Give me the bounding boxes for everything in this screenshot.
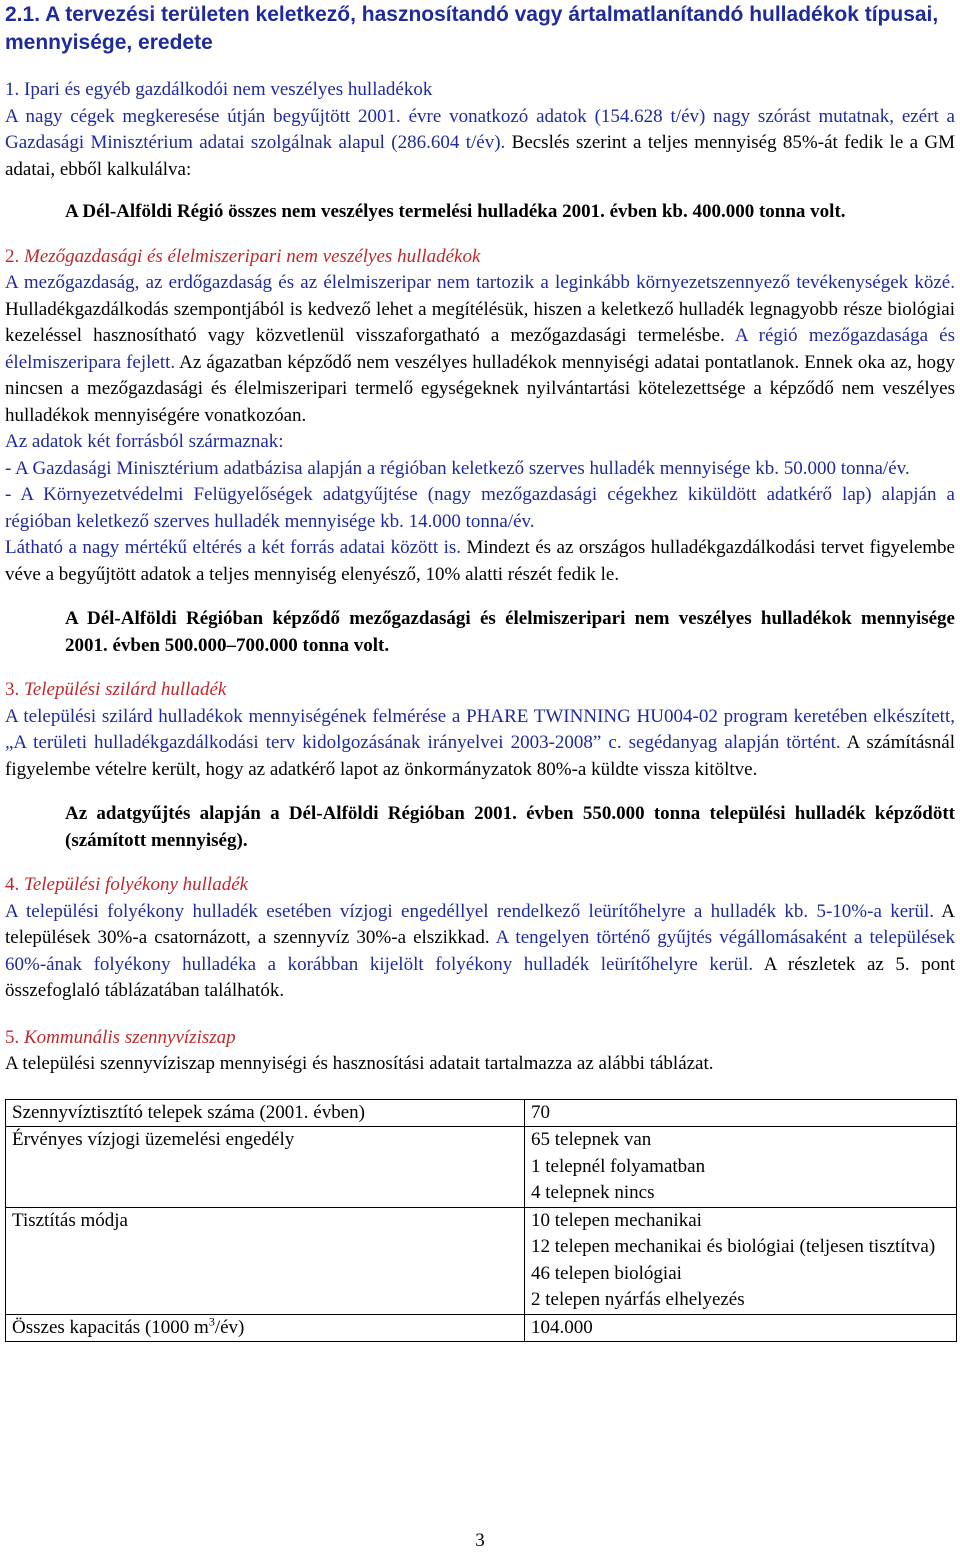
s2-title: Mezőgazdasági és élelmiszeripari nem veszélyes hulladékok [19,245,481,267]
sludge-table [5,1099,957,1343]
table-cell-label: Szennyvíztisztító telepek száma (2001. évben) [6,1099,525,1127]
s5-paragraph: A települési szennyvíziszap mennyiségi és hasznosítási adatait tartalmazza az alábbi táblázat. [5,1053,714,1074]
s3-paragraph [5,704,955,784]
s1-title: 1. Ipari és egyéb gazdálkodói nem veszélyes hulladékok [5,79,433,100]
s2-paragraph-5 [5,535,955,588]
s2-p5-b: Mindezt és az országos hulladékgazdálkodási tervet figyelembe véve a begyűjtött adatok a teljes mennyiség elenyésző, 10% alatti részét fedik le. [5,537,955,585]
s2-p1-c: A régió mezőgazdasága és élelmiszeripara fejlett. [5,325,955,373]
s4-paragraph [5,899,955,1005]
s2-number: 2. [5,245,20,267]
s2-title-line [5,244,955,271]
s4-number: 4. [5,874,20,895]
s3-summary-bold: Az adatgyűjtés alapján a Dél-Alföldi Régióban 2001. évben 550.000 tonna települési hulladék képződött (számított mennyiség). [65,803,955,851]
s2-paragraph-1 [5,270,955,429]
s4-p1-b: A települések 30%-a csatornázott, a szennyvíz 30%-a elszikkad. [5,900,955,948]
s3-title: Települési szilárd hulladék [19,679,227,700]
table-cell-value [525,1127,957,1208]
section-heading: 2.1. A tervezési területen keletkező, hasznosítandó vagy ártalmatlanítandó hulladékok típusai, mennyisége, eredete [5,3,939,54]
s5-number: 5. [5,1026,20,1048]
table-cell-label: Tisztítás módja [6,1207,525,1314]
value-line: 1 telepnél folyamatban [531,1155,706,1177]
table-cell-value [525,1314,957,1342]
table-row [6,1099,957,1127]
table-cell-label [6,1314,525,1342]
s1-summary-bold: A Dél-Alföldi Régió összes nem veszélyes termelési hulladéka 2001. évben kb. 400.000 tonna volt. [65,201,846,222]
s4-p1-a: A települési folyékony hulladék esetében vízjogi engedéllyel rendelkező leürítőhelyre a hulladék kb. 5-10%-a kerül. [5,900,934,922]
s2-summary-bold: A Dél-Alföldi Régióban képződő mezőgazdasági és élelmiszeripari nem veszélyes hulladékok mennyisége 2001. évben 500.000–700.000 tonna volt. [65,608,955,656]
s2-p1-b: Hulladékgazdálkodás szempontjából is kedvező lehet a megítélésük, hiszen a keletkező hulladék legnagyobb része biológiai kezeléssel hasznosítható vagy közvetlenül visszaforgatható a mezőgazdasági termelésbe. [5,298,955,346]
s2-paragraph-3: - A Gazdasági Minisztérium adatbázisa alapján a régióban keletkező szerves hulladék mennyisége kb. 50.000 tonna/év. [5,457,910,479]
label-part: /év) [214,1316,245,1338]
s4-p1-d: A részletek az 5. pont összefoglaló táblázatában találhatók. [5,953,955,1001]
s3-p1-a: A települési szilárd hulladékok mennyiségének felmérése a PHARE TWINNING HU004-02 program keretében elkészített, „A területi hulladékgazdálkodási terv kidolgozásának irányelvei 2003-2008” c. segédanyag alapján történt. [5,705,955,753]
s2-p5-a: Látható a nagy mértékű eltérés a két forrás adatai között is. [5,537,461,558]
value-line: 12 telepen mechanikai és biológiai (teljesen tisztítva) [531,1236,936,1257]
value-line: 65 telepnek van [531,1129,652,1150]
s3-p1-b: A számításnál figyelembe vételre került, hogy az adatkérő lapot az önkormányzatok 80%-a küldte vissza kitöltve. [5,732,955,780]
s4-title: Települési folyékony hulladék [19,874,249,895]
value-line: 10 telepen mechanikai [531,1209,702,1231]
label-superscript: 3 [208,1314,215,1329]
table-row [6,1207,957,1314]
page-number: 3 [475,1530,485,1551]
table-cell-label: Érvényes vízjogi üzemelési engedély [6,1127,525,1208]
table-row [6,1127,957,1208]
s2-p1-a: A mezőgazdaság, az erdőgazdaság és az élelmiszeripar nem tartozik a leginkább környezetszennyező tevékenységek közé. [5,272,955,293]
label-part: Összes kapacitás (1000 m [12,1316,209,1338]
s4-p1-c: A tengelyen történő gyűjtés végállomásaként a települések 60%-ának folyékony hulladéka a korábban kijelölt folyékony hulladék leürítőhelyre kerül. [5,927,955,975]
s2-paragraph-2: Az adatok két forrásból származnak: [5,431,284,452]
s1-paragraph [5,104,955,184]
value-line: 104.000 [531,1316,593,1338]
s5-title: Kommunális szennyvíziszap [19,1026,236,1048]
s1-p1-rest: Becslés szerint a teljes mennyiség 85%-át fedik le a GM adatai, ebből kalkulálva: [5,132,955,180]
value-line: 70 [531,1101,550,1123]
value-line: 2 telepen nyárfás elhelyezés [531,1289,745,1310]
table-row [6,1314,957,1342]
value-line: 46 telepen biológiai [531,1262,682,1284]
table-cell-value [525,1207,957,1314]
s5-title-line [5,1025,955,1052]
s1-p1-blue: A nagy cégek megkeresése útján begyűjtött 2001. évre vonatkozó adatok (154.628 t/év) nagy szórást mutatnak, ezért a Gazdasági Minisztérium adatai szolgálnak alapul (286.604 t/év). [5,105,955,153]
s3-title-line [5,677,955,704]
s2-paragraph-4: - A Környezetvédelmi Felügyelőségek adatgyűjtése (nagy mezőgazdasági cégekhez kiküldött adatkérő lap) alapján a régióban keletkező szerves hulladék mennyisége kb. 14.000 tonna/év. [5,484,955,532]
s3-number: 3. [5,679,20,700]
table-cell-value [525,1099,957,1127]
s2-p1-e: Ennek oka az, hogy nincsen a mezőgazdasági és élelmiszeripari termelő egységeknek nyilvántartási kötelezettsége a képződő nem veszélyes hulladékok mennyiségére vonatkozóan. [5,351,955,426]
s4-title-line [5,872,955,899]
s2-p1-d: Az ágazatban képződő nem veszélyes hulladékok mennyiségi adatai pontatlanok. [175,351,800,373]
value-line: 4 telepnek nincs [531,1182,655,1203]
